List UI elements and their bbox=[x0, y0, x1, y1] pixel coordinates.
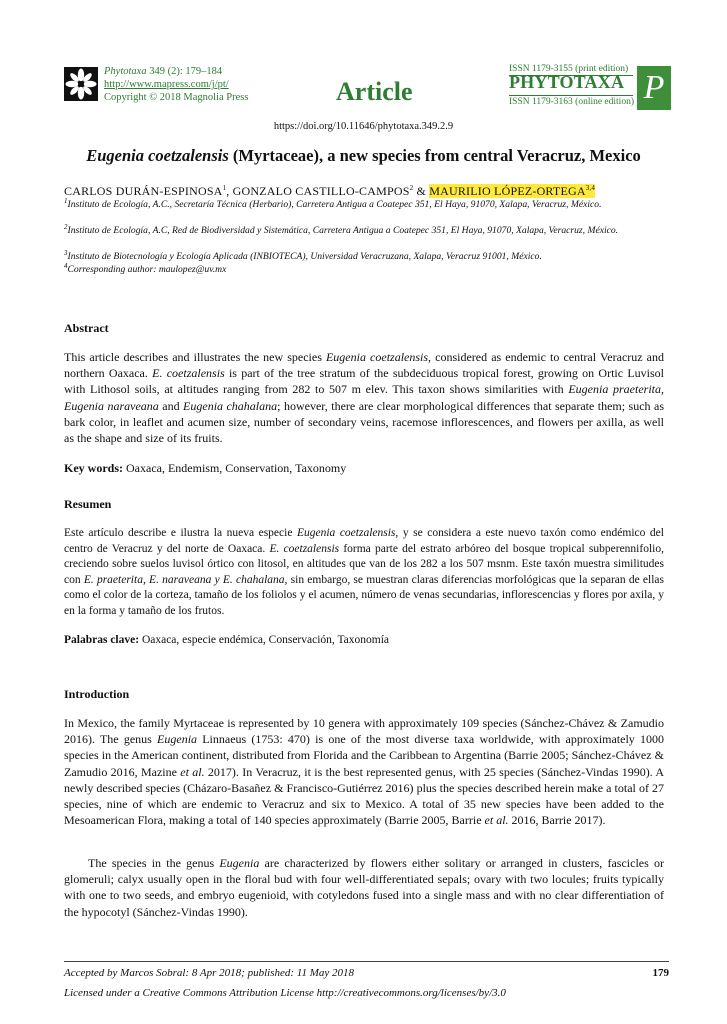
abstract-species: Eugenia coetzalensis bbox=[325, 350, 429, 364]
brand-wordmark: PHYTOTAXA bbox=[509, 72, 625, 92]
accepted-published-line: Accepted by Marcos Sobral: 8 Apr 2018; published: 11 May 2018 bbox=[64, 967, 355, 979]
resumen-text: , bbox=[142, 573, 150, 586]
doi-link[interactable]: https://doi.org/10.11646/phytotaxa.349.2.9 bbox=[273, 121, 454, 132]
introduction-paragraph-1 bbox=[64, 715, 664, 828]
paper-title bbox=[0, 146, 727, 166]
affiliation-2-text: Instituto de Ecología, A.C, Red de Biodiversidad y Sistemática, Carretera Antigua a Coatepec 351, El Haya, 91070, Xalapa, Veracruz, México. bbox=[67, 225, 619, 236]
resumen-species: E. coetzalensis bbox=[269, 542, 340, 555]
journal-name: Phytotaxa bbox=[104, 66, 147, 77]
intro-etal: et al. bbox=[484, 813, 509, 828]
copyright-line: Copyright © 2018 Magnolia Press bbox=[104, 92, 249, 103]
intro-text: In Mexico, the family Myrtaceae is represented by 10 genera with approximately 109 species (Sánchez-Chávez & Zamudio 2016). The genus bbox=[64, 716, 664, 747]
abstract-text: This article describes and illustrates the new species bbox=[64, 350, 326, 364]
affiliation-3 bbox=[64, 248, 664, 263]
intro-genus: Eugenia bbox=[157, 732, 198, 747]
intro-genus: Eugenia bbox=[219, 856, 260, 870]
title-rest: (Myrtaceae), a new species from central Veracruz, Mexico bbox=[228, 146, 641, 165]
abstract-paragraph bbox=[64, 349, 664, 446]
author-1: CARLOS DURÁN-ESPINOSA bbox=[64, 184, 223, 198]
page-number: 179 bbox=[652, 967, 669, 979]
journal-citation: 349 (2): 179–184 bbox=[149, 66, 223, 77]
author-1-sup: 1 bbox=[222, 184, 227, 192]
journal-url-line bbox=[104, 79, 229, 91]
palabras-text: Oaxaca, especie endémica, Conservación, Taxonomía bbox=[139, 634, 390, 646]
brand-logo-icon: P bbox=[637, 66, 671, 110]
keywords bbox=[64, 460, 664, 476]
intro-text: The species in the genus bbox=[88, 856, 220, 870]
author-3: MAURILIO LÓPEZ-ORTEGA bbox=[429, 184, 586, 198]
affiliation-2 bbox=[64, 222, 664, 237]
author-2: GONZALO CASTILLO-CAMPOS bbox=[232, 184, 410, 198]
author-2-sup: 2 bbox=[409, 184, 414, 192]
resumen-species: E. praeterita bbox=[83, 573, 143, 586]
author-separator: & bbox=[413, 184, 430, 198]
affiliation-3-num: 3 bbox=[64, 248, 68, 257]
palabras-label: Palabras clave: bbox=[64, 634, 140, 646]
abstract-species: Eugenia naraveana bbox=[64, 398, 159, 413]
intro-text: 2016, Barrie 2017). bbox=[508, 813, 606, 828]
intro-text: Linnaeus (1753: 470) is one of the most diverse taxa worldwide, with approximately 1000 species in the American continent, distributed from Florida and the Caribbean to Argentina (Barrie 2005; Sánchez-Chávez & Zamudio 2016, Mazine bbox=[64, 732, 665, 779]
affiliation-4-num: 4 bbox=[64, 261, 68, 270]
resumen-text: Este artículo describe e ilustra la nueva especie bbox=[64, 527, 297, 539]
license-line: Licensed under a Creative Commons Attribution License http://creativecommons.org/licenses/by/3.0 bbox=[64, 987, 506, 999]
affiliation-3-text: Instituto de Biotecnología y Ecología Aplicada (INBIOTECA), Universidad Veracruzana, Xalapa, Veracruz 91001, México. bbox=[67, 251, 542, 262]
keywords-label: Key words: bbox=[64, 461, 123, 475]
issn-online: ISSN 1179-3163 (online edition) bbox=[509, 97, 634, 107]
corresponding-author bbox=[64, 261, 664, 276]
corresponding-author-text: Corresponding author: maulopez@uv.mx bbox=[67, 264, 227, 275]
resumen-paragraph bbox=[64, 526, 664, 620]
resumen-text: , y se considera a este nuevo taxón como endémico del centro de Veracruz y del norte de Oaxaca. bbox=[64, 527, 664, 555]
resumen-species: Eugenia coetzalensis bbox=[296, 527, 396, 539]
abstract-species: Eugenia chahalana bbox=[183, 398, 278, 413]
issn-print: ISSN 1179-3155 (print edition) bbox=[509, 64, 629, 74]
intro-text: 2017). In Veracruz, it is the best represented genus, with 25 species (Sánchez-Vindas 1990). A newly described species (Cházaro-Basañez & Francisco-Gutiérrez 2016) plus the species described herein make a total of 27 species, nine of which are endemic to Veracruz and six to Mexico. A total of 35 new species have been added to the Mesoamerican Flora, making a total of 140 species approximately (Barrie 2005, Barrie bbox=[64, 764, 665, 828]
resumen-text: sin embargo, se muestran claras diferencias morfológicas que la separan de ellas como el color de la corteza, tamaño de los foliolos y el acumen, número de venas secundarias, inflorescencias y flores por axila, y en la forma y tamaño de los frutos. bbox=[64, 573, 664, 617]
title-species-name: Eugenia coetzalensis bbox=[86, 146, 229, 165]
abstract-species: Eugenia praeterita bbox=[568, 382, 661, 397]
author-list bbox=[64, 184, 595, 199]
abstract-text: ; however, there are clear morphological differences that separate them; such as bark color, in leaflet and acumen size, number of secondary veins, racemose inflorescences, and flowers per axilla, as well as the shape and size of its fruits. bbox=[64, 398, 665, 446]
palabras-clave bbox=[64, 633, 664, 649]
introduction-paragraph-2 bbox=[64, 855, 664, 920]
intro-text: are characterized by flowers either solitary or arranged in clusters, fascicles or glomeruli; calyx usually open in the floral bud with four well-differentiated sepals; ovary with two locules; fruits typically with one to two seeds, and embryo eugenioid, with cotyledons fused into a single mass and with no clear differentiation of the hypocotyl (Sánchez-Vindas 1990). bbox=[64, 856, 664, 919]
abstract-text: is part of the tree stratum of the subdeciduous tropical forest, growing on Ortic Luvisol with Lithosol soils, at altitudes ranging from 282 to 507 m elev. This taxon shows similarities with bbox=[64, 366, 664, 397]
affiliation-2-num: 2 bbox=[64, 222, 68, 231]
keywords-text: Oaxaca, Endemism, Conservation, Taxonomy bbox=[123, 461, 347, 475]
author-separator: , bbox=[226, 184, 233, 198]
resumen-species: E. naraveana y E. chahalana, bbox=[149, 573, 288, 586]
abstract-text: , considered as endemic to central Veracruz and northern Oaxaca. bbox=[64, 350, 665, 381]
article-type-label: Article bbox=[336, 77, 413, 106]
journal-citation-line bbox=[104, 66, 222, 78]
journal-url-link[interactable]: http://www.mapress.com/j/pt/ bbox=[104, 79, 229, 90]
abstract-species: E. coetzalensis bbox=[152, 366, 225, 381]
affiliation-1-num: 1 bbox=[64, 196, 68, 205]
brand-rule-bottom bbox=[509, 95, 633, 96]
abstract-heading: Abstract bbox=[64, 321, 109, 335]
footer-divider bbox=[64, 961, 669, 962]
author-3-sup: 3,4 bbox=[585, 184, 596, 192]
journal-logo-flower-icon bbox=[64, 67, 98, 101]
intro-etal: et al. bbox=[180, 764, 205, 779]
introduction-heading: Introduction bbox=[64, 687, 130, 701]
affiliation-1 bbox=[64, 196, 664, 211]
abstract-text: and bbox=[158, 398, 184, 413]
abstract-text: , bbox=[661, 382, 664, 397]
author-3-highlighted bbox=[429, 184, 595, 198]
resumen-text: forma parte del estrato arbóreo del bosque tropical subperennifolio, creciendo sobre suelos luvisol órtico con litosol, en altitudes que van de los 282 a los 507 msnm. Este taxón muestra similitudes con bbox=[64, 542, 664, 586]
resumen-heading: Resumen bbox=[64, 497, 112, 511]
affiliation-1-text: Instituto de Ecología, A.C., Secretaría Técnica (Herbario), Carretera Antigua a Coatepec 351, El Haya, 91070, Xalapa, Veracruz, México. bbox=[67, 199, 602, 210]
